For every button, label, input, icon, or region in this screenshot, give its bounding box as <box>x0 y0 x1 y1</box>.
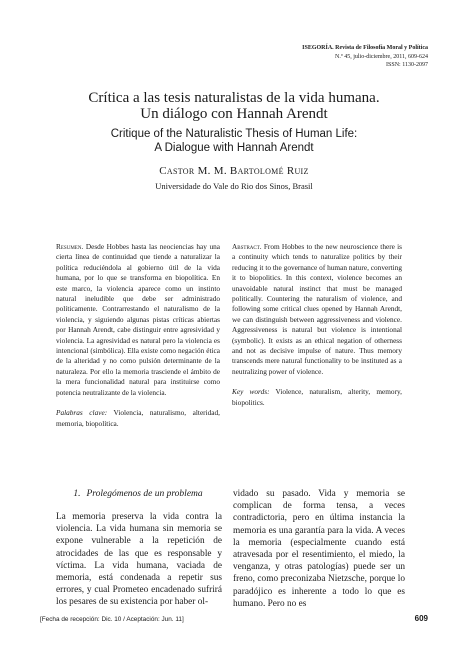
author-name: Castor M. M. Bartolomé Ruiz <box>159 165 309 177</box>
abstract-english-text <box>232 242 402 377</box>
body-column-left: La memoria preserva la vida contra la violencia. La vida humana sin memoria se expone vulnerable a la repetición de atrocidades de las que es responsable y víctima. La vida humana, vaciada de memoria, está condenada a repetir sus errores, y cual Prometeo encadenado sufrirá los pesares de su existencia por haber ol- <box>56 512 222 608</box>
body-column-right: vidado su pasado. Vida y memoria se complican de forma tensa, a veces contradictoria, pero en última instancia la memoria es una garantía para la vida. A veces la memoria (especialmente cuando está atravesada por el resentimiento, el miedo, la venganza, y otras patologías) puede ser un freno, como preconizaba Nietzsche, porque lo paradójico es inherente a todo lo que es humano. Pero no es <box>233 489 405 609</box>
journal-header <box>198 44 428 70</box>
section-title: Prolegómenos de un problema <box>86 489 203 499</box>
section-heading <box>56 489 220 499</box>
title-spanish-line-2: Un diálogo con Hannah Arendt <box>140 106 328 122</box>
title-spanish-line-1: Crítica a las tesis naturalistas de la vida humana. <box>88 90 380 106</box>
keywords-spanish-text: Violencia, naturalismo, alteridad, memoria, biopolítica. <box>56 408 220 428</box>
title-english-line-1: Critique of the Naturalistic Thesis of Human Life: <box>110 128 358 140</box>
section-number: 1. <box>73 489 81 499</box>
title-english-line-2: A Dialogue with Hannah Arendt <box>154 142 314 154</box>
keywords-english-text: Violence, naturalism, alterity, memory, biopolitics. <box>232 387 402 407</box>
keywords-english-label: Key words: <box>232 387 270 397</box>
keywords-spanish-label: Palabras clave: <box>56 408 108 418</box>
abstract-spanish-body: Desde Hobbes hasta las neociencias hay una cierta línea de continuidad que tiende a naturalizar la política reduciéndola al gobierno útil de la vida humana, por lo que se transforma en biopolítica. En este marco, la violencia aparece como un instinto natural ineludible que debe ser administrado políticamente. Contrarrestando el naturalismo de la violencia, y siguiendo algunas pistas críticas abiertas por Hannah Arendt, cabe distinguir entre agresividad y violencia. La agresividad es natural pero la violencia es intencional (simbólica). Ella existe como negación ética de la alteridad y no como pulsión determinante de la naturaleza. Por ello la memoria trasciende el ámbito de la mera funcionalidad natural para instituirse como potencia neutralizante de la violencia. <box>56 242 220 397</box>
abstract-spanish <box>56 242 220 429</box>
keywords-spanish <box>56 408 220 429</box>
footer-dates: [Fecha de recepción: Dic. 10 / Aceptación: Jun. 11] <box>40 616 184 623</box>
page-number: 609 <box>414 614 428 623</box>
abstract-spanish-lead: Resumen. <box>56 242 84 251</box>
abstract-english-body: From Hobbes to the new neuroscience there is a continuity which tends to naturalize politics by their reducing it to the governance of human nature, converting it to biopolitics. In this context, violence becomes an unavoidable natural instinct that must be managed politically. Countering the naturalism of violence, and following some critical clues opened by Hannah Arendt, we can distinguish between aggressiveness and violence. Aggressiveness is natural but violence is intentional (symbolic). It exists as an ethical negation of otherness and not as decisive impulse of nature. Thus memory transcends mere natural functionality to be instituted as a neutralizing power of violence. <box>232 242 402 376</box>
keywords-english <box>232 387 402 408</box>
abstract-english <box>232 242 402 408</box>
author-affiliation: Universidade do Vale do Rio dos Sinos, Brasil <box>155 181 313 191</box>
title-english <box>40 127 428 155</box>
abstract-english-lead: Abstract. <box>232 242 262 251</box>
journal-issue: N.º 45, julio-diciembre, 2011, 609-624 <box>335 53 428 60</box>
title-spanish <box>40 90 428 122</box>
abstract-spanish-text <box>56 242 220 398</box>
journal-issn: ISSN: 1130-2097 <box>386 62 428 69</box>
journal-name: ISEGORÍA. Revista de Filosofía Moral y Política <box>302 45 428 51</box>
